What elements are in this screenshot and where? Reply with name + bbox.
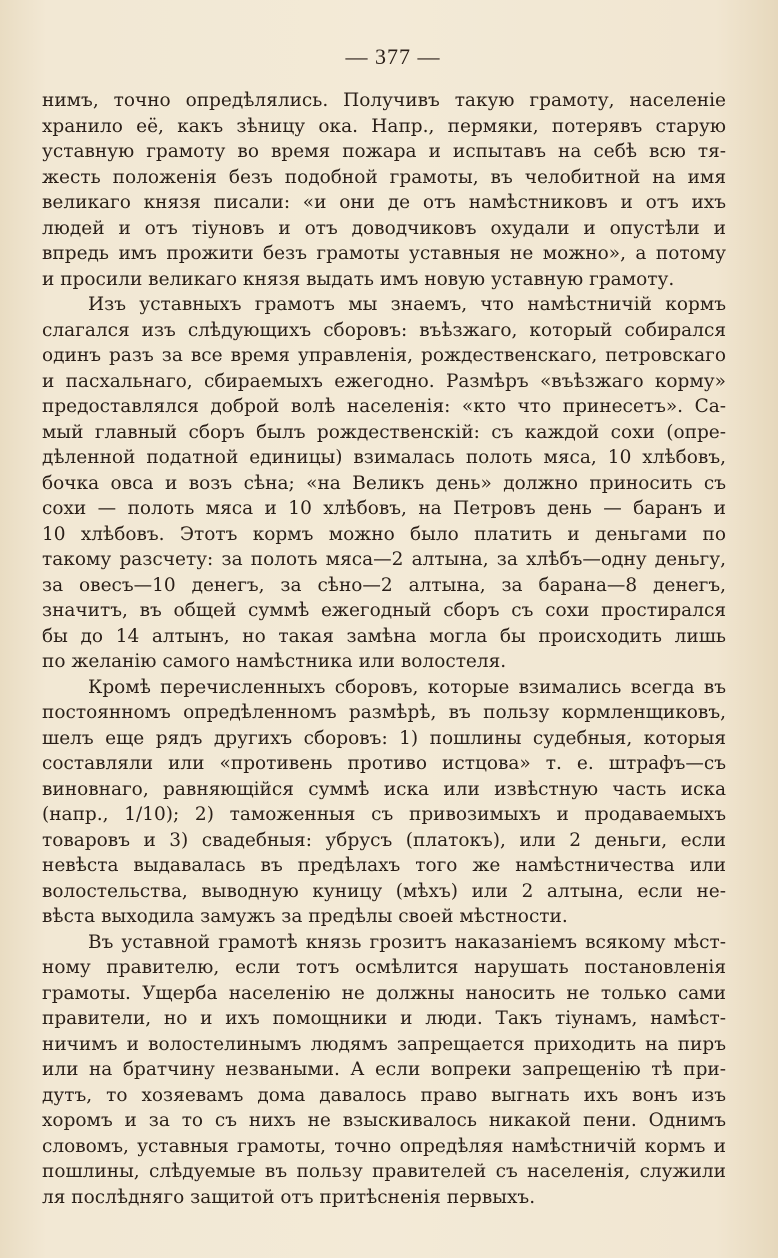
text-line: правители, но и ихъ помощники и люди. Такъ тіунамъ, намѣст-: [42, 1008, 726, 1029]
text-line: предоставлялся доброй волѣ населенія: «кто что принесетъ». Са-: [42, 396, 726, 417]
text-line: сохи — полоть мяса и 10 хлѣбовъ, на Петровъ день — баранъ и: [42, 498, 726, 519]
page-number: — 377 —: [345, 44, 441, 69]
text-line: бочка овса и возъ сѣна; «на Великъ день» должно приносить съ: [42, 472, 726, 494]
text-line: пошлины, слѣдуемые въ пользу правителей съ населенія, служили: [42, 1161, 726, 1182]
text-line: мый главный сборъ былъ рождественскій: съ каждой сохи (опре-: [42, 421, 726, 443]
text-line: вѣста выходила замужъ за предѣлы своей мѣстности.: [42, 906, 568, 927]
paragraph: [42, 675, 726, 930]
paragraph: [42, 292, 726, 675]
text-line: и просили великаго князя выдать имъ новую уставную грамоту.: [42, 268, 675, 290]
text-line: людей и отъ тіуновъ и отъ доводчиковъ охудали и опустѣли и: [42, 217, 726, 239]
text-line: уставную грамоту во время пожара и испытавъ на себѣ всю тя-: [42, 141, 726, 162]
text-line: постоянномъ опредѣленномъ размѣрѣ, въ пользу кормленщиковъ,: [42, 702, 726, 723]
text-line: хранило её, какъ зѣницу ока. Напр., пермяки, потерявъ старую: [42, 115, 726, 137]
text-line: грамоты. Ущерба населенію не должны наносить не только сами: [42, 982, 726, 1004]
text-line: шелъ еще рядъ другихъ сборовъ: 1) пошлины судебныя, которыя: [42, 727, 726, 749]
text-line: 10 хлѣбовъ. Этотъ кормъ можно было платить и деньгами по: [42, 523, 726, 545]
text-line: ному правителю, если тотъ осмѣлится нарушать постановленія: [42, 957, 726, 978]
text-line: хоромъ и за то съ нихъ не взыскивалось никакой пени. Однимъ: [42, 1110, 726, 1131]
text-line: за овесъ—10 денегъ, за сѣно—2 алтына, за барана—8 денегъ,: [42, 574, 726, 596]
text-line: одинъ разъ за все время управленія, рождественскаго, петровскаго: [42, 345, 726, 366]
text-line: Въ уставной грамотѣ князь грозитъ наказаніемъ всякому мѣст-: [88, 931, 726, 953]
text-line: составляли или «противень противо истцова» т. е. штрафъ—съ: [42, 753, 726, 774]
text-line: волостельства, выводную куницу (мѣхъ) или 2 алтына, если не-: [42, 880, 726, 902]
text-line: (напр., 1/10); 2) таможенныя съ привозимыхъ и продаваемыхъ: [42, 804, 726, 825]
text-line: такому разсчету: за полоть мяса—2 алтына, за хлѣбъ—одну деньгу,: [42, 549, 726, 570]
text-line: дѣленной податной единицы) взималась полоть мяса, 10 хлѣбовъ,: [42, 447, 726, 468]
text-line: и пасхальнаго, сбираемыхъ ежегодно. Размѣръ «въѣзжаго корму»: [42, 370, 726, 392]
text-line: бы до 14 алтынъ, но такая замѣна могла бы происходить лишь: [42, 625, 726, 647]
text-line: слагался изъ слѣдующихъ сборовъ: въѣзжаго, который собирался: [42, 319, 726, 341]
paragraph: [42, 88, 726, 292]
text-line: великаго князя писали: «и они де отъ намѣстниковъ и отъ ихъ: [42, 192, 726, 213]
text-line: товаровъ и 3) свадебныя: убрусъ (платокъ), или 2 деньги, если: [42, 829, 726, 851]
text-line: жесть положенія безъ подобной грамоты, въ челобитной на имя: [42, 166, 726, 188]
page-text: [42, 88, 726, 1210]
text-line: Изъ уставныхъ грамотъ мы знаемъ, что намѣстничій кормъ: [88, 294, 726, 315]
text-line: Кромѣ перечисленныхъ сборовъ, которые взимались всегда въ: [88, 676, 726, 698]
text-line: словомъ, уставныя грамоты, точно опредѣляя намѣстничій кормъ и: [42, 1135, 726, 1157]
text-line: по желанію самого намѣстника или волостеля.: [42, 651, 507, 672]
text-line: впредь имъ прожити безъ грамоты уставныя не можно», а потому: [42, 243, 726, 264]
paragraph: [42, 930, 726, 1211]
text-line: нимъ, точно опредѣлялись. Получивъ такую грамоту, населеніе: [42, 90, 726, 111]
text-line: или на братчину незваными. А если вопреки запрещенію тѣ при-: [42, 1059, 726, 1080]
text-line: значитъ, въ общей суммѣ ежегодный сборъ съ сохи простирался: [42, 600, 726, 621]
text-line: невѣста выдавалась въ предѣлахъ того же намѣстничества или: [42, 855, 726, 876]
text-line: ничимъ и волостелинымъ людямъ запрещается приходить на пиръ: [42, 1033, 726, 1055]
text-line: виновнаго, равняющійся суммѣ иска или извѣстную часть иска: [42, 778, 726, 800]
text-line: ля послѣдняго защитой отъ притѣсненія первыхъ.: [42, 1186, 536, 1208]
text-line: дутъ, то хозяевамъ дома давалось право выгнать ихъ вонъ изъ: [42, 1084, 726, 1106]
